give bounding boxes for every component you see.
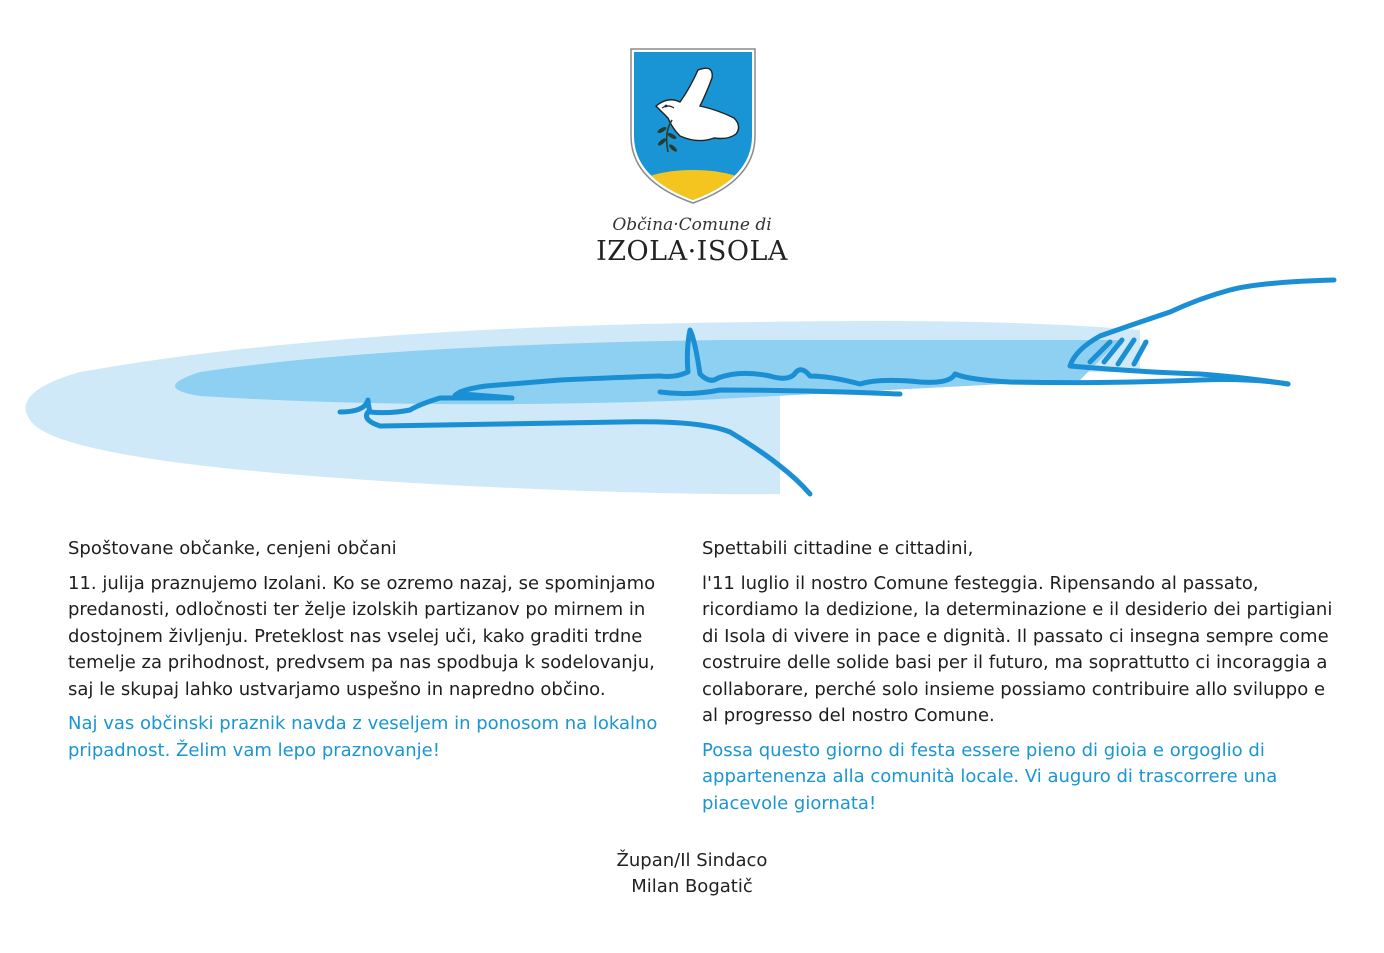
- org-name-small: Občina·Comune di: [612, 215, 772, 235]
- greeting-it: Spettabili cittadine e cittadini,: [702, 538, 974, 559]
- letter-italian: [702, 536, 1342, 825]
- org-name-large: IZOLA·ISOLA: [596, 236, 788, 267]
- signature-title: Župan/Il Sindaco: [616, 850, 768, 871]
- wish-sl: Naj vas občinski praznik navda z veseljem in ponosom na lokalno pripadnost. Želim vam lepo praznovanje!: [68, 713, 658, 761]
- wish-it: Possa questo giorno di festa essere pieno di gioia e orgoglio di appartenenza alla comunità locale. Vi auguro di trascorrere una piacevole giornata!: [702, 739, 1278, 814]
- dove-crest-icon: [628, 48, 758, 204]
- body-sl: 11. julija praznujemo Izolani. Ko se ozremo nazaj, se spominjamo predanosti, odločnosti ter želje izolskih partizanov po mirnem in dostojnem življenju. Preteklost nas vselej uči, kako graditi trdne temelje za prihodnost, predvsem pa nas spodbuja k sodelovanju, saj le skupaj lahko ustvarjamo uspešno in napredno občino.: [68, 572, 656, 700]
- greeting-sl: Spoštovane občanke, cenjeni občani: [68, 538, 397, 559]
- letter-slovenian: [68, 536, 668, 772]
- signature-block: [0, 848, 1384, 900]
- coastline-illustration: [0, 268, 1384, 508]
- body-it: l'11 luglio il nostro Comune festeggia. Ripensando al passato, ricordiamo la dedizione, la determinazione e il desiderio dei partigiani di Isola di vivere in pace e dignità. Il passato ci insegna sempre come costruire delle solide basi per il futuro, ma soprattutto ci incoraggia a collaborare, perché solo insieme possiamo contribuire allo sviluppo e al progresso del nostro Comune.: [702, 572, 1333, 726]
- signature-name: Milan Bogatič: [631, 876, 753, 897]
